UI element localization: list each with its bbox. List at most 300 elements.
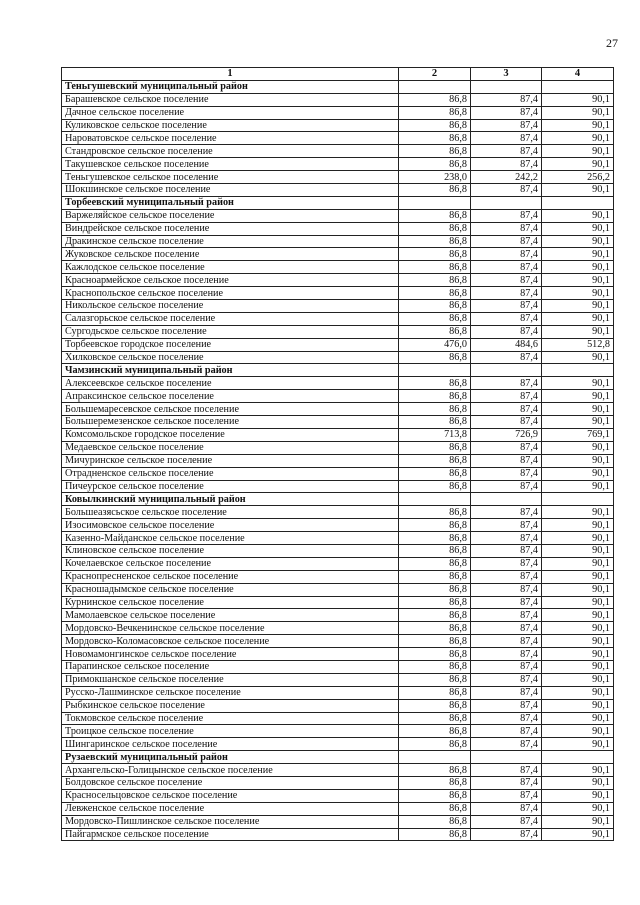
value-col-3: 87,4 [471,506,542,519]
settlement-name: Болдовское сельское поселение [62,776,399,789]
settlement-name: Алексеевское сельское поселение [62,377,399,390]
table-row [62,467,614,480]
value-col-4: 90,1 [542,686,614,699]
settlement-name: Барашевское сельское поселение [62,93,399,106]
value-col-3: 87,4 [471,519,542,532]
value-col-2: 86,8 [399,93,471,106]
settlement-name: Апраксинское сельское поселение [62,390,399,403]
table-row [62,570,614,583]
value-col-2: 86,8 [399,789,471,802]
settlement-name: Токмовское сельское поселение [62,712,399,725]
value-col-3: 87,4 [471,132,542,145]
table-row [62,609,614,622]
table-row [62,416,614,429]
value-col-3: 87,4 [471,583,542,596]
district-name: Рузаевский муниципальный район [62,751,399,764]
value-col-2: 86,8 [399,145,471,158]
table-row [62,596,614,609]
settlement-name: Торбеевское городское поселение [62,338,399,351]
value-col-4: 90,1 [542,544,614,557]
value-col-4: 90,1 [542,403,614,416]
value-col-2: 86,8 [399,287,471,300]
empty-cell [471,364,542,377]
value-col-4: 90,1 [542,725,614,738]
value-col-3: 87,4 [471,815,542,828]
value-col-2: 86,8 [399,828,471,841]
table-row [62,506,614,519]
settlement-name: Краснопольское сельское поселение [62,287,399,300]
district-name: Торбеевский муниципальный район [62,196,399,209]
value-col-2: 86,8 [399,609,471,622]
value-col-4: 90,1 [542,145,614,158]
value-col-4: 90,1 [542,776,614,789]
value-col-3: 87,4 [471,686,542,699]
table-row [62,106,614,119]
value-col-4: 90,1 [542,583,614,596]
value-col-3: 87,4 [471,570,542,583]
district-name: Теньгушевский муниципальный район [62,80,399,93]
table-row [62,764,614,777]
value-col-3: 87,4 [471,390,542,403]
table-row [62,261,614,274]
value-col-4: 90,1 [542,158,614,171]
value-col-4: 90,1 [542,312,614,325]
value-col-2: 86,8 [399,596,471,609]
value-col-4: 90,1 [542,93,614,106]
table-row [62,738,614,751]
settlement-name: Краснoшадымское сельское поселение [62,583,399,596]
value-col-3: 87,4 [471,802,542,815]
value-col-3: 87,4 [471,660,542,673]
value-col-3: 87,4 [471,377,542,390]
table-row [62,557,614,570]
value-col-2: 86,8 [399,390,471,403]
table-row [62,209,614,222]
settlement-name: Виндрейское сельское поселение [62,222,399,235]
table-row [62,828,614,841]
value-col-2: 86,8 [399,738,471,751]
table-row [62,145,614,158]
value-col-3: 87,4 [471,467,542,480]
table-row [62,428,614,441]
value-col-3: 87,4 [471,673,542,686]
table-row [62,802,614,815]
value-col-2: 86,8 [399,776,471,789]
value-col-4: 90,1 [542,132,614,145]
value-col-4: 90,1 [542,390,614,403]
table-row [62,235,614,248]
value-col-3: 87,4 [471,287,542,300]
settlement-name: Мордовско-Пишлинское сельское поселение [62,815,399,828]
value-col-3: 87,4 [471,209,542,222]
value-col-3: 87,4 [471,648,542,661]
value-col-4: 90,1 [542,274,614,287]
table-header-row [62,68,614,81]
value-col-3: 87,4 [471,776,542,789]
table-row [62,119,614,132]
value-col-4: 90,1 [542,222,614,235]
value-col-2: 86,8 [399,519,471,532]
empty-cell [399,751,471,764]
table-row [62,480,614,493]
value-col-4: 90,1 [542,712,614,725]
value-col-2: 86,8 [399,416,471,429]
value-col-3: 87,4 [471,828,542,841]
table-row [62,158,614,171]
value-col-3: 726,9 [471,428,542,441]
value-col-3: 87,4 [471,532,542,545]
value-col-2: 86,8 [399,532,471,545]
value-col-2: 86,8 [399,673,471,686]
settlement-name: Новомамонгинское сельское поселение [62,648,399,661]
empty-cell [399,80,471,93]
value-col-4: 90,1 [542,570,614,583]
value-col-3: 87,4 [471,596,542,609]
value-col-4: 90,1 [542,416,614,429]
column-header-1: 1 [62,68,399,81]
value-col-2: 86,8 [399,557,471,570]
table-row [62,93,614,106]
table-body [62,80,614,841]
table-row [62,635,614,648]
value-col-2: 86,8 [399,802,471,815]
table-row [62,338,614,351]
table-row [62,776,614,789]
empty-cell [542,751,614,764]
settlement-name: Примокшанское сельское поселение [62,673,399,686]
value-col-2: 86,8 [399,544,471,557]
value-col-2: 86,8 [399,222,471,235]
settlement-name: Пичеурское сельское поселение [62,480,399,493]
district-header-row [62,751,614,764]
settlement-name: Клиновское сельское поселение [62,544,399,557]
value-col-4: 90,1 [542,609,614,622]
value-col-3: 87,4 [471,725,542,738]
table-row [62,377,614,390]
value-col-4: 90,1 [542,209,614,222]
empty-cell [542,364,614,377]
value-col-2: 86,8 [399,248,471,261]
table-row [62,248,614,261]
value-col-2: 86,8 [399,506,471,519]
settlement-name: Варжеляйское сельское поселение [62,209,399,222]
value-col-3: 87,4 [471,119,542,132]
district-name: Ковылкинский муниципальный район [62,493,399,506]
value-col-4: 90,1 [542,828,614,841]
settlement-name: Мордовско-Коломасовское сельское поселение [62,635,399,648]
settlement-name: Кочелаевское сельское поселение [62,557,399,570]
value-col-2: 86,8 [399,377,471,390]
value-col-4: 90,1 [542,738,614,751]
settlement-name: Сургодьское сельское поселение [62,325,399,338]
value-col-4: 90,1 [542,673,614,686]
value-col-4: 90,1 [542,184,614,197]
value-col-2: 86,8 [399,132,471,145]
settlement-name: Никольское сельское поселение [62,300,399,313]
value-col-3: 87,4 [471,416,542,429]
settlement-name: Архангельско-Голицынское сельское поселение [62,764,399,777]
settlement-name: Пайгармское сельское поселение [62,828,399,841]
table-row [62,222,614,235]
settlement-name: Мичуринское сельское поселение [62,454,399,467]
settlement-name: Русско-Лашминское сельское поселение [62,686,399,699]
value-col-3: 87,4 [471,403,542,416]
column-header-3: 3 [471,68,542,81]
value-col-4: 90,1 [542,119,614,132]
empty-cell [542,80,614,93]
table-row [62,532,614,545]
value-col-4: 90,1 [542,519,614,532]
value-col-3: 87,4 [471,441,542,454]
value-col-3: 87,4 [471,222,542,235]
empty-cell [471,751,542,764]
value-col-4: 90,1 [542,815,614,828]
value-col-3: 87,4 [471,274,542,287]
table-row [62,519,614,532]
table-row [62,583,614,596]
settlement-name: Рыбкинское сельское поселение [62,699,399,712]
value-col-2: 86,8 [399,570,471,583]
value-col-4: 90,1 [542,325,614,338]
value-col-2: 86,8 [399,660,471,673]
value-col-3: 87,4 [471,158,542,171]
value-col-2: 86,8 [399,325,471,338]
value-col-3: 87,4 [471,351,542,364]
value-col-4: 90,1 [542,789,614,802]
table-row [62,660,614,673]
value-col-3: 87,4 [471,184,542,197]
value-col-2: 86,8 [399,403,471,416]
settlement-name: Шингаринское сельское поселение [62,738,399,751]
empty-cell [471,196,542,209]
settlement-name: Большеазясьское сельское поселение [62,506,399,519]
value-col-4: 90,1 [542,506,614,519]
settlement-name: Мамолаевское сельское поселение [62,609,399,622]
value-col-3: 87,4 [471,635,542,648]
value-col-2: 86,8 [399,454,471,467]
district-header-row [62,493,614,506]
value-col-3: 87,4 [471,764,542,777]
settlement-name: Красноармейское сельское поселение [62,274,399,287]
value-col-2: 86,8 [399,583,471,596]
value-col-3: 87,4 [471,557,542,570]
empty-cell [542,196,614,209]
settlement-name: Большемаресевское сельское поселение [62,403,399,416]
value-col-2: 86,8 [399,441,471,454]
table-row [62,648,614,661]
value-col-2: 86,8 [399,106,471,119]
value-col-2: 86,8 [399,209,471,222]
value-col-4: 90,1 [542,699,614,712]
table-row [62,325,614,338]
value-col-4: 90,1 [542,248,614,261]
table-row [62,351,614,364]
table-row [62,441,614,454]
table-row [62,132,614,145]
value-col-3: 484,6 [471,338,542,351]
table-row [62,673,614,686]
value-col-2: 86,8 [399,158,471,171]
table-row [62,171,614,184]
settlement-name: Отрадненское сельское поселение [62,467,399,480]
value-col-3: 87,4 [471,235,542,248]
settlement-name: Троицкое сельское поселение [62,725,399,738]
value-col-3: 87,4 [471,738,542,751]
value-col-3: 87,4 [471,248,542,261]
table-row [62,699,614,712]
value-col-2: 86,8 [399,712,471,725]
column-header-4: 4 [542,68,614,81]
value-col-4: 769,1 [542,428,614,441]
settlement-name: Казенно-Майданское сельское поселение [62,532,399,545]
value-col-4: 90,1 [542,454,614,467]
value-col-4: 90,1 [542,802,614,815]
empty-cell [399,196,471,209]
settlement-name: Парапинское сельское поселение [62,660,399,673]
value-col-3: 87,4 [471,609,542,622]
value-col-4: 90,1 [542,635,614,648]
value-col-3: 87,4 [471,789,542,802]
value-col-3: 87,4 [471,712,542,725]
settlement-name: Дачное сельское поселение [62,106,399,119]
settlement-name: Жуковское сельское поселение [62,248,399,261]
value-col-3: 242,2 [471,171,542,184]
table-row [62,712,614,725]
value-col-3: 87,4 [471,699,542,712]
value-col-4: 90,1 [542,480,614,493]
empty-cell [542,493,614,506]
settlement-name: Красносельцовское сельское поселение [62,789,399,802]
settlement-name: Левженское сельское поселение [62,802,399,815]
settlement-name: Такушевское сельское поселение [62,158,399,171]
value-col-4: 256,2 [542,171,614,184]
value-col-4: 90,1 [542,106,614,119]
value-col-2: 713,8 [399,428,471,441]
settlement-name: Изосимовское сельское поселение [62,519,399,532]
value-col-4: 90,1 [542,287,614,300]
value-col-3: 87,4 [471,622,542,635]
value-col-2: 86,8 [399,622,471,635]
district-header-row [62,196,614,209]
value-col-4: 90,1 [542,648,614,661]
settlement-name: Мордовско-Вечкенинское сельское поселение [62,622,399,635]
table-row [62,184,614,197]
settlement-name: Краснопресненское сельское поселение [62,570,399,583]
table-row [62,300,614,313]
value-col-2: 86,8 [399,119,471,132]
value-col-2: 86,8 [399,300,471,313]
page-number: 27 [606,36,618,50]
value-col-3: 87,4 [471,106,542,119]
value-col-3: 87,4 [471,261,542,274]
value-col-2: 86,8 [399,467,471,480]
value-col-2: 86,8 [399,261,471,274]
table-row [62,312,614,325]
value-col-2: 86,8 [399,635,471,648]
empty-cell [399,364,471,377]
settlement-name: Медаевское сельское поселение [62,441,399,454]
value-col-4: 90,1 [542,235,614,248]
value-col-4: 90,1 [542,377,614,390]
value-col-2: 86,8 [399,184,471,197]
district-header-row [62,364,614,377]
value-col-4: 90,1 [542,532,614,545]
value-col-4: 90,1 [542,261,614,274]
value-col-2: 86,8 [399,699,471,712]
value-col-4: 90,1 [542,596,614,609]
value-col-3: 87,4 [471,312,542,325]
value-col-3: 87,4 [471,300,542,313]
value-col-2: 86,8 [399,312,471,325]
empty-cell [471,80,542,93]
settlement-name: Большеремезенское сельское поселение [62,416,399,429]
value-col-4: 90,1 [542,441,614,454]
district-name: Чамзинский муниципальный район [62,364,399,377]
value-col-4: 512,8 [542,338,614,351]
value-col-2: 86,8 [399,815,471,828]
column-header-2: 2 [399,68,471,81]
value-col-2: 86,8 [399,648,471,661]
table-row [62,390,614,403]
value-col-4: 90,1 [542,622,614,635]
settlement-name: Комсомольское городское поселение [62,428,399,441]
value-col-4: 90,1 [542,660,614,673]
settlement-name: Теньгушевское сельское поселение [62,171,399,184]
table-row [62,686,614,699]
table-row [62,403,614,416]
value-col-4: 90,1 [542,557,614,570]
settlement-name: Нароватовское сельское поселение [62,132,399,145]
settlement-name: Куликовское сельское поселение [62,119,399,132]
table-row [62,725,614,738]
settlement-name: Шокшинское сельское поселение [62,184,399,197]
value-col-2: 86,8 [399,480,471,493]
settlement-name: Салазгорьское сельское поселение [62,312,399,325]
value-col-3: 87,4 [471,480,542,493]
value-col-4: 90,1 [542,467,614,480]
table-row [62,454,614,467]
settlement-name: Курнинское сельское поселение [62,596,399,609]
value-col-2: 86,8 [399,274,471,287]
district-header-row [62,80,614,93]
value-col-4: 90,1 [542,300,614,313]
value-col-2: 86,8 [399,725,471,738]
empty-cell [471,493,542,506]
value-col-2: 86,8 [399,686,471,699]
table-row [62,544,614,557]
value-col-2: 238,0 [399,171,471,184]
value-col-4: 90,1 [542,764,614,777]
table-row [62,287,614,300]
empty-cell [399,493,471,506]
settlement-name: Хилковское сельское поселение [62,351,399,364]
data-table [61,67,614,841]
table-row [62,274,614,287]
table-row [62,622,614,635]
value-col-2: 476,0 [399,338,471,351]
value-col-3: 87,4 [471,325,542,338]
value-col-3: 87,4 [471,544,542,557]
value-col-3: 87,4 [471,145,542,158]
value-col-2: 86,8 [399,764,471,777]
settlement-name: Кажлодское сельское поселение [62,261,399,274]
value-col-2: 86,8 [399,235,471,248]
value-col-2: 86,8 [399,351,471,364]
table-row [62,815,614,828]
value-col-3: 87,4 [471,454,542,467]
value-col-3: 87,4 [471,93,542,106]
settlement-name: Стандровское сельское поселение [62,145,399,158]
